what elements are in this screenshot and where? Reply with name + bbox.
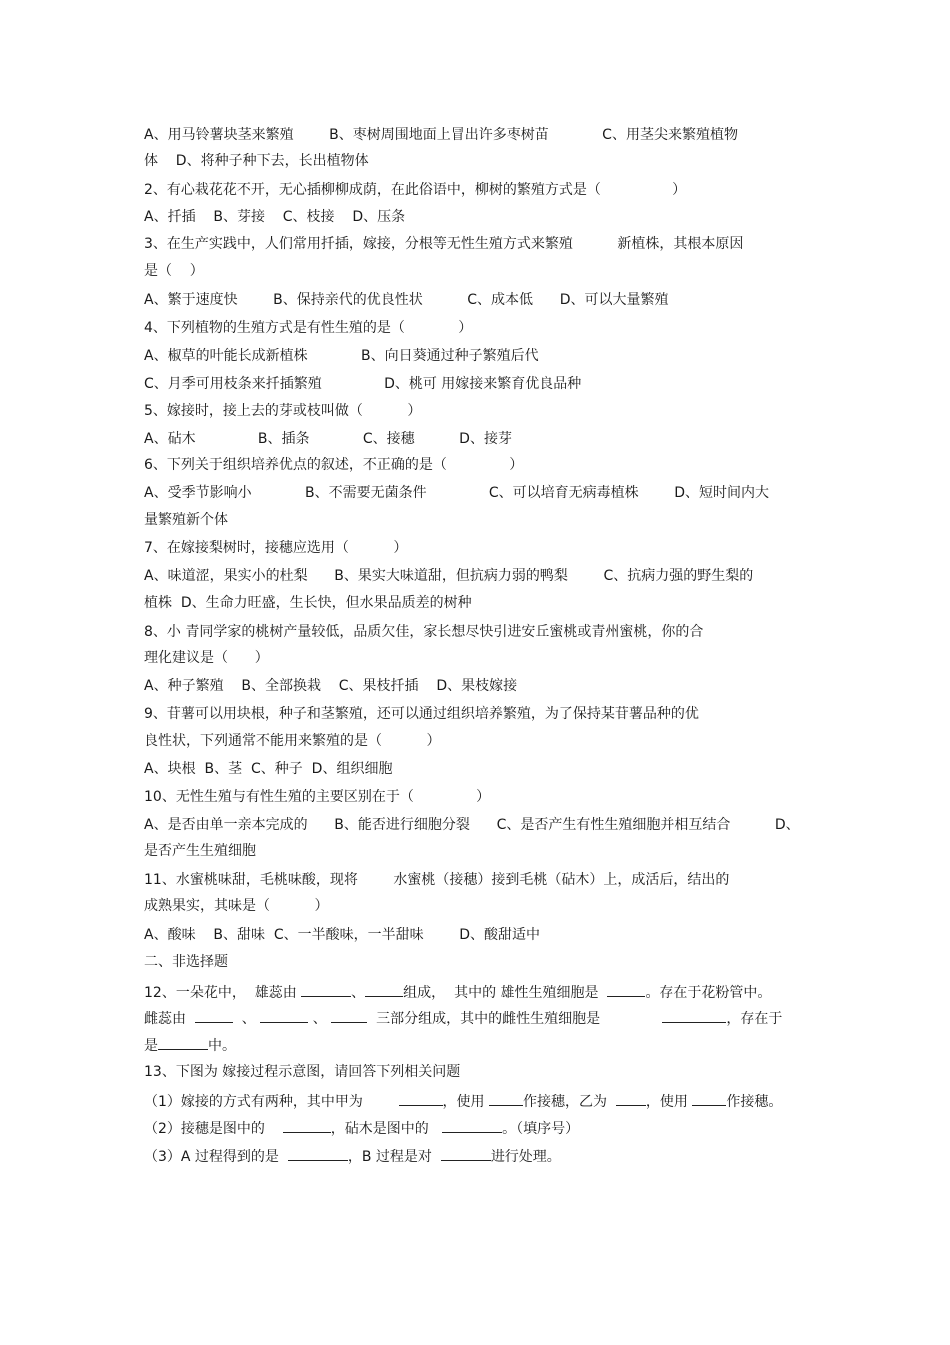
q8-options: A、种子繁殖 B、全部换栽 C、果枝扦插 D、果枝嫁接 <box>144 678 518 694</box>
q7-options-line-1: A、味道涩，果实小的杜梨 B、果实大味道甜，但抗病力弱的鸭梨 C、抗病力强的野生梨的 <box>144 568 754 584</box>
answer-blank[interactable] <box>288 1146 348 1161</box>
answer-blank[interactable] <box>195 1008 233 1023</box>
answer-blank[interactable] <box>692 1091 726 1106</box>
q3-question-line-1: 3、在生产实践中，人们常用扦插，嫁接，分根等无性生殖方式来繁殖 新植株，其根本原因 <box>144 236 744 252</box>
answer-blank[interactable] <box>662 1008 726 1023</box>
q12-line-2: 雌蕊由 、 、 三部分组成，其中的雌性生殖细胞是 ，存在于 <box>144 1008 782 1028</box>
section-heading: 二、非选择题 <box>144 954 228 970</box>
q6-options-line-1: A、受季节影响小 B、不需要无菌条件 C、可以培育无病毒植株 D、短时间内大 <box>144 485 770 501</box>
q12-line-1: 12、一朵花中， 雄蕊由 、 组成， 其中的 雄性生殖细胞是 。存在于花粉管中。 <box>144 982 771 1002</box>
q9-question-line-2: 良性状，下列通常不能用来繁殖的是（ ） <box>144 733 441 749</box>
q4-options-line-1: A、椒草的叶能长成新植株 B、向日葵通过种子繁殖后代 <box>144 348 539 364</box>
answer-blank[interactable] <box>301 982 351 997</box>
answer-blank[interactable] <box>489 1091 523 1106</box>
q4-options-line-2: C、月季可用枝条来扦插繁殖 D、桃可 用嫁接来繁育优良品种 <box>144 376 582 392</box>
q3-options: A、繁于速度快 B、保持亲代的优良性状 C、成本低 D、可以大量繁殖 <box>144 292 669 308</box>
answer-blank[interactable] <box>607 982 645 997</box>
q6-options-line-2: 量繁殖新个体 <box>144 512 228 528</box>
q3-question-line-2: 是（ ） <box>144 263 204 279</box>
answer-blank[interactable] <box>260 1008 308 1023</box>
q10-question: 10、无性生殖与有性生殖的主要区别在于（ ） <box>144 789 491 805</box>
q9-options: A、块根 B、茎 C、种子 D、组织细胞 <box>144 761 393 777</box>
q4-question: 4、下列植物的生殖方式是有性生殖的是（ ） <box>144 320 473 336</box>
q5-question: 5、嫁接时，接上去的芽或枝叫做（ ） <box>144 403 422 419</box>
q10-options-line-2: 是否产生生殖细胞 <box>144 843 256 859</box>
q13-part-3: （3）A 过程得到的是 ，B 过程是对 进行处理。 <box>144 1146 561 1166</box>
q7-options-line-2: 植株 D、生命力旺盛，生长快，但水果品质差的树种 <box>144 595 472 611</box>
q6-question: 6、下列关于组织培养优点的叙述，不正确的是（ ） <box>144 457 524 473</box>
answer-blank[interactable] <box>158 1035 208 1050</box>
q9-question-line-1: 9、苷薯可以用块根，种子和茎繁殖，还可以通过组织培养繁殖，为了保持某苷薯品种的优 <box>144 706 699 722</box>
q7-question: 7、在嫁接梨树时，接穗应选用（ ） <box>144 540 408 556</box>
answer-blank[interactable] <box>365 982 403 997</box>
answer-blank[interactable] <box>283 1118 331 1133</box>
q11-question-line-2: 成熟果实，其味是（ ） <box>144 898 329 914</box>
answer-blank[interactable] <box>442 1118 502 1133</box>
q13-part-2: （2）接穗是图中的 ，砧木是图中的 。（填序号） <box>144 1118 579 1138</box>
q2-options: A、扦插 B、芽接 C、枝接 D、压条 <box>144 209 406 225</box>
answer-blank[interactable] <box>399 1091 443 1106</box>
q12-line-3: 是 中。 <box>144 1035 236 1055</box>
q11-question-line-1: 11、水蜜桃味甜，毛桃味酸，现将 水蜜桃（接穗）接到毛桃（砧木）上，成活后，结出的 <box>144 872 730 888</box>
q8-question-line-2: 理化建议是（ ） <box>144 650 269 666</box>
answer-blank[interactable] <box>441 1146 491 1161</box>
q2-question: 2、有心栽花花不开，无心插柳柳成荫，在此俗语中，柳树的繁殖方式是（ ） <box>144 182 687 198</box>
q13-part-1: （1）嫁接的方式有两种，其中甲为 ，使用 作接穗，乙为 ，使用 作接穗。 <box>144 1091 782 1111</box>
q5-options: A、砧木 B、插条 C、接穗 D、接芽 <box>144 431 512 447</box>
q13-title: 13、下图为 嫁接过程示意图，请回答下列相关问题 <box>144 1064 461 1080</box>
q10-options-line-1: A、是否由单一亲本完成的 B、能否进行细胞分裂 C、是否产生有性生殖细胞并相互结合 D、 <box>144 817 800 833</box>
q1-options-line-2: 体 D、将种子种下去，长出植物体 <box>144 153 369 169</box>
q1-options-line-1: A、用马铃薯块茎来繁殖 B、枣树周围地面上冒出许多枣树苗 C、用茎尖来繁殖植物 <box>144 127 738 143</box>
q8-question-line-1: 8、小 青同学家的桃树产量较低，品质欠佳，家长想尽快引进安丘蜜桃或青州蜜桃，你的合 <box>144 624 704 640</box>
q11-options: A、酸味 B、甜味 C、一半酸味，一半甜味 D、酸甜适中 <box>144 927 541 943</box>
answer-blank[interactable] <box>616 1091 646 1106</box>
answer-blank[interactable] <box>331 1008 367 1023</box>
